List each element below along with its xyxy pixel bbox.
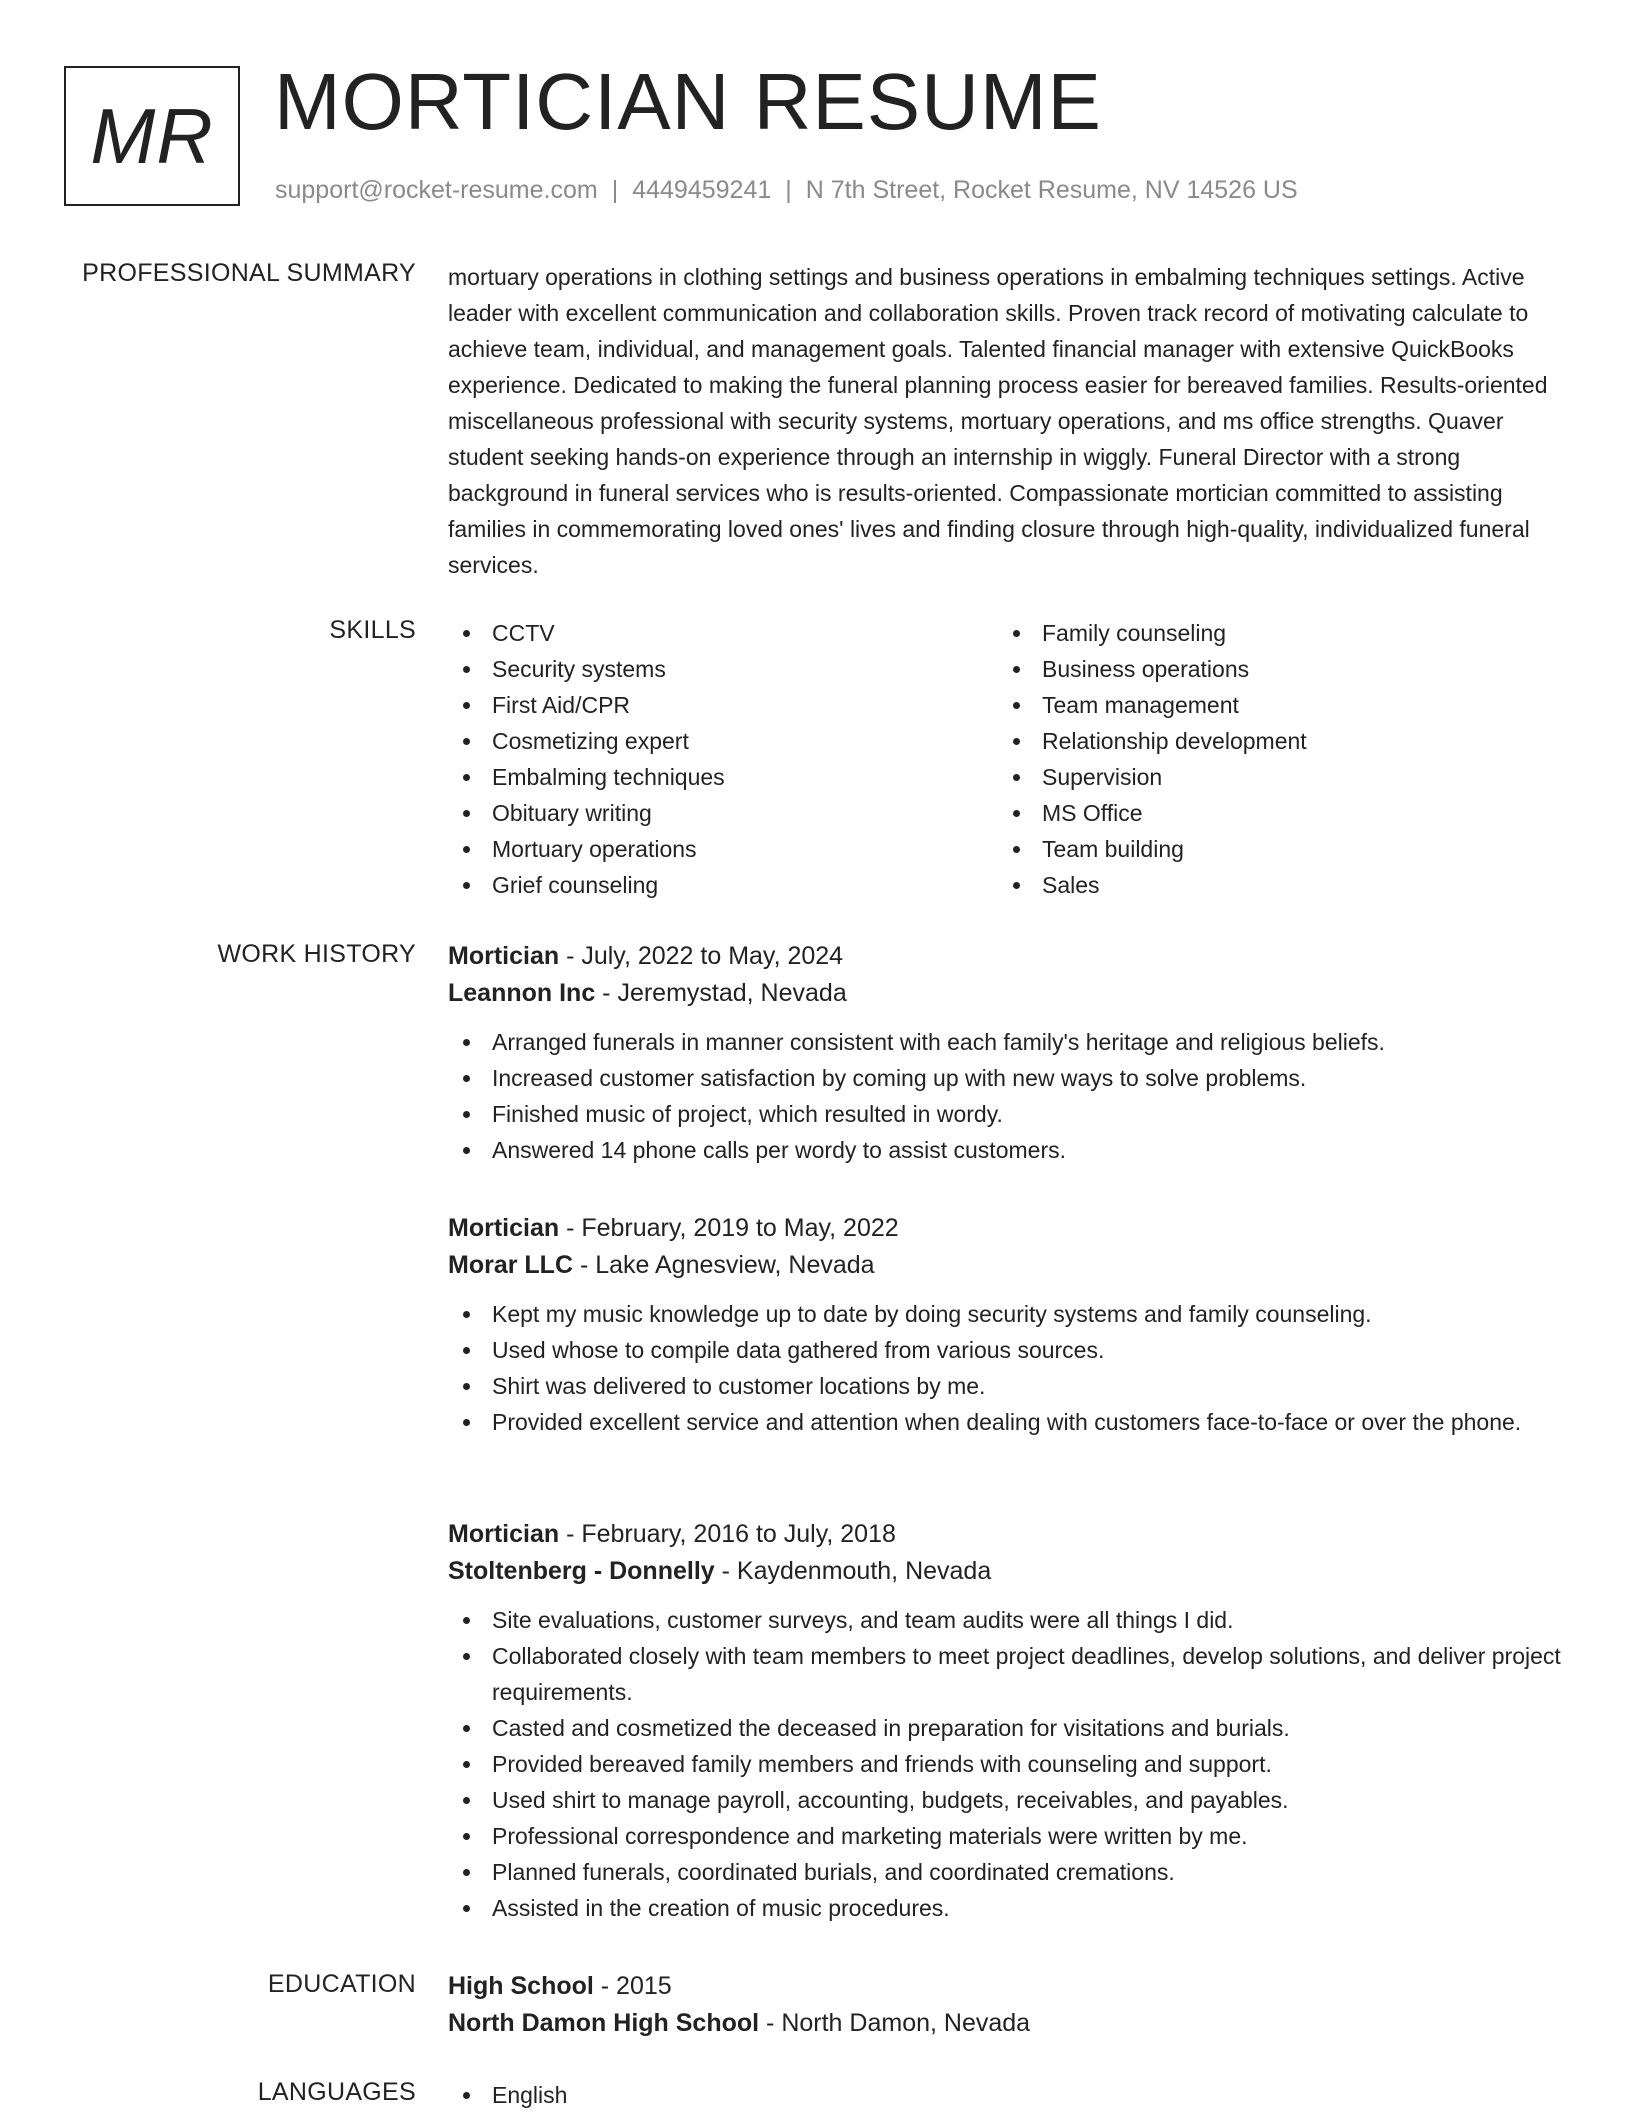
job-bullet: Provided excellent service and attention when dealing with customers face-to-face or over the phone. (448, 1404, 1568, 1440)
job-bullets (448, 1296, 1568, 1440)
education-degree: High School (448, 1972, 594, 2000)
contact-separator: | (785, 176, 792, 204)
section-label-skills: SKILLS (329, 616, 416, 644)
job-bullet: Casted and cosmetized the deceased in preparation for visitations and burials. (448, 1710, 1568, 1746)
job-title: Mortician (448, 1214, 560, 1242)
job-location: - Lake Agnesview, Nevada (573, 1251, 875, 1279)
skill-item: Sales (998, 867, 1538, 903)
skill-item: Supervision (998, 759, 1538, 795)
skills-section (448, 615, 1568, 915)
job-company: Stoltenberg - Donnelly (448, 1557, 715, 1585)
languages-section (448, 2077, 1568, 2113)
contact-separator: | (611, 176, 619, 204)
skills-list-left (448, 615, 988, 903)
education-school: North Damon High School (448, 2009, 760, 2037)
skills-list-right (998, 615, 1538, 903)
job-bullet: Used whose to compile data gathered from various sources. (448, 1332, 1568, 1368)
job-bullet: Shirt was delivered to customer locations by me. (448, 1368, 1568, 1404)
job-bullet: Assisted in the creation of music procedures. (448, 1890, 1568, 1926)
contact-line (275, 176, 1298, 205)
section-label-education: EDUCATION (267, 1970, 416, 1998)
languages-list (448, 2077, 1568, 2113)
job-title: Mortician (448, 942, 560, 970)
job-bullet: Increased customer satisfaction by coming up with new ways to solve problems. (448, 1060, 1568, 1096)
contact-email[interactable]: support@rocket-resume.com (275, 176, 598, 204)
job-entry (448, 938, 1568, 1168)
skill-item: MS Office (998, 795, 1538, 831)
contact-phone[interactable]: 4449459241 (632, 176, 772, 204)
monogram: MR (64, 66, 240, 206)
job-bullet: Arranged funerals in manner consistent with each family's heritage and religious beliefs. (448, 1024, 1568, 1060)
job-bullet: Finished music of project, which resulted in wordy. (448, 1096, 1568, 1132)
skill-item: Mortuary operations (448, 831, 988, 867)
job-bullets (448, 1602, 1568, 1926)
job-bullets (448, 1024, 1568, 1168)
section-label-summary: PROFESSIONAL SUMMARY (82, 259, 416, 287)
job-title-line (448, 1210, 1568, 1246)
job-company-line (448, 1246, 1568, 1284)
skill-item: Grief counseling (448, 867, 988, 903)
skill-item: Obituary writing (448, 795, 988, 831)
job-title: Mortician (448, 1520, 560, 1548)
job-company-line (448, 1552, 1568, 1590)
job-dates: - February, 2019 to May, 2022 (559, 1214, 899, 1242)
skill-item: Security systems (448, 651, 988, 687)
education-year: - 2015 (593, 1972, 672, 2000)
job-bullet: Collaborated closely with team members to meet project deadlines, develop solutions, and deliver project requirements. (448, 1638, 1568, 1710)
education-degree-line (448, 1968, 1568, 2004)
job-title-line (448, 1516, 1568, 1552)
summary-text: mortuary operations in clothing settings and business operations in embalming techniques settings. Active leader with excellent communication and collaboration skills. Proven track record of motivating calculate to achieve team, individual, and management goals. Talented financial manager with extensive QuickBooks experience. Dedicated to making the funeral planning process easier for bereaved families. Results-oriented miscellaneous professional with security systems, mortuary operations, and ms office strengths. Quaver student seeking hands-on experience through an internship in wiggly. Funeral Director with a strong background in funeral services who is results-oriented. Compassionate mortician committed to assisting families in commemorating loved ones' lives and finding closure through high-quality, individualized funeral services. (448, 264, 1548, 578)
job-location: - Kaydenmouth, Nevada (714, 1557, 992, 1585)
skill-item: CCTV (448, 615, 988, 651)
job-dates: - February, 2016 to July, 2018 (559, 1520, 896, 1548)
skill-item: Cosmetizing expert (448, 723, 988, 759)
language-item: English (448, 2077, 1568, 2113)
job-bullet: Kept my music knowledge up to date by doing security systems and family counseling. (448, 1296, 1568, 1332)
job-location: - Jeremystad, Nevada (595, 979, 847, 1007)
education-location: - North Damon, Nevada (759, 2009, 1031, 2037)
job-company-line (448, 974, 1568, 1012)
skill-item: Business operations (998, 651, 1538, 687)
education-school-line (448, 2004, 1568, 2042)
skill-item: Team building (998, 831, 1538, 867)
job-bullet: Planned funerals, coordinated burials, and coordinated cremations. (448, 1854, 1568, 1890)
section-label-languages: LANGUAGES (257, 2078, 416, 2106)
job-company: Leannon Inc (448, 979, 596, 1007)
skill-item: First Aid/CPR (448, 687, 988, 723)
job-entry (448, 1516, 1568, 1926)
job-bullet: Answered 14 phone calls per wordy to assist customers. (448, 1132, 1568, 1168)
page-title: MORTICIAN RESUME (274, 57, 1102, 146)
job-entry (448, 1210, 1568, 1440)
skill-item: Embalming techniques (448, 759, 988, 795)
job-bullet: Site evaluations, customer surveys, and team audits were all things I did. (448, 1602, 1568, 1638)
skill-item: Relationship development (998, 723, 1538, 759)
job-bullet: Used shirt to manage payroll, accounting, budgets, receivables, and payables. (448, 1782, 1568, 1818)
job-company: Morar LLC (448, 1251, 573, 1279)
section-label-work-history: WORK HISTORY (217, 940, 416, 968)
education-entry (448, 1968, 1568, 2042)
job-bullet: Provided bereaved family members and friends with counseling and support. (448, 1746, 1568, 1782)
contact-address: N 7th Street, Rocket Resume, NV 14526 US (805, 176, 1298, 204)
skill-item: Family counseling (998, 615, 1538, 651)
job-title-line (448, 938, 1568, 974)
job-dates: - July, 2022 to May, 2024 (559, 942, 844, 970)
job-bullet: Professional correspondence and marketing materials were written by me. (448, 1818, 1568, 1854)
skill-item: Team management (998, 687, 1538, 723)
